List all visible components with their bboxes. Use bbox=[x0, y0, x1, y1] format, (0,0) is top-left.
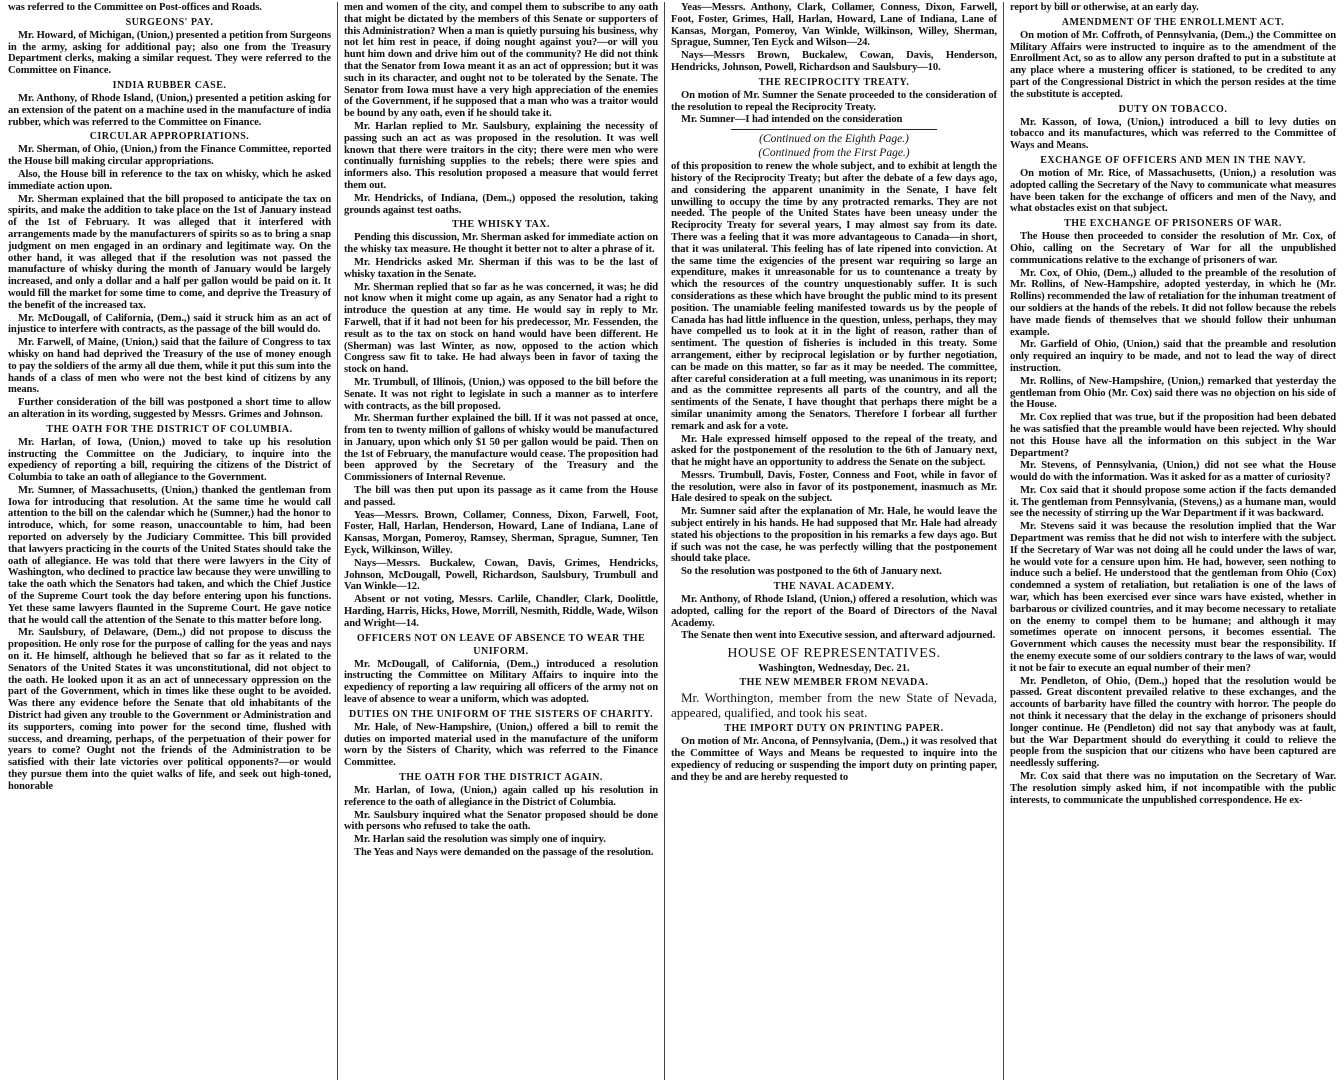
paragraph: Mr. Harlan said the resolution was simply one of inquiry. bbox=[354, 834, 606, 846]
column-container bbox=[2, 2, 1342, 1080]
paragraph: Mr. Sumner—I had intended on the consideration bbox=[681, 114, 903, 126]
paragraph: Mr. Saulsbury, of Delaware, (Dem.,) did not propose to discuss the proposition. He only rose for the purpose of calling for the yeas and nays on it. He himself, although he believed that so far as it related to the Senators of the United States it was unconstitutional, did not object to the oath. He looked upon it as an act of unnecessary oppression on the part of the Government, which in times like these ought to be avoided. Was there any evidence before the Senate that old inhabitants of the District had given any trouble to the Government or Administration and its supporters, coming into power for the second time, flushed with success, and dreaming, perhaps, of the perpetuation of their power for years to come? Ought not the friends of the Administration to be satisfied with their late victories over political opponents?—or would they pursue them into the quiet walks of life, and seek out high-toned, honorable bbox=[8, 627, 331, 792]
section-heading: THE OATH FOR THE DISTRICT OF COLUMBIA. bbox=[46, 423, 293, 435]
paragraph: On motion of Mr. Coffroth, of Pennsylvania, (Dem.,) the Committee on Military Affairs were instructed to inquire as to the amendment of the Enrollment Act, so as to allow any person drafted to put in a substitute at any place where a mustering officer is stationed, to be credited to any part of the Congressional District in which the person resides at the time the substitute is accepted. bbox=[1010, 29, 1336, 100]
section-heading: EXCHANGE OF OFFICERS AND MEN IN THE NAVY. bbox=[1040, 154, 1306, 166]
house-heading: HOUSE OF REPRESENTATIVES. bbox=[727, 646, 941, 662]
paragraph: Mr. McDougall, of California, (Dem.,) introduced a resolution instructing the Committee on Military Affairs to inquire into the expediency of reporting a law requiring all officers of the army not on leave of absence to wear a uniform, which was adopted. bbox=[344, 658, 658, 706]
section-heading: THE EXCHANGE OF PRISONERS OF WAR. bbox=[1064, 218, 1282, 230]
paragraph: Mr. Kasson, of Iowa, (Union,) introduced a bill to levy duties on tobacco and its manufactures, which was referred to the Committee of Ways and Means. bbox=[1010, 116, 1336, 152]
section-heading: THE OATH FOR THE DISTRICT AGAIN. bbox=[399, 772, 603, 784]
paragraph: Yeas—Messrs. Brown, Collamer, Conness, Dixon, Farwell, Foot, Foster, Hall, Harlan, Henderson, Howard, Lane of Indiana, Lane of Kansas, Morgan, Pomeroy, Ramsey, Sherman, Sprague, Sumner, Ten Eyck, Wilkinson, Willey. bbox=[344, 509, 658, 557]
paragraph: Mr. Anthony, of Rhode Island, (Union,) presented a petition asking for an extension of the patent on a machine used in the manufacture of india rubber, which was referred to the Committee on Finance. bbox=[8, 92, 331, 128]
section-heading: SURGEONS' PAY. bbox=[125, 16, 214, 28]
paragraph: Mr. Trumbull, of Illinois, (Union,) was opposed to the bill before the Senate. It was not right to legislate in such a manner as to interfere with contracts, as the bill proposed. bbox=[344, 376, 658, 412]
paragraph: of this proposition to renew the whole subject, and to exhibit at length the history of the Reciprocity Treaty; but after the debate of a few days ago, and considering the apparent unanimity in the Senate, I have felt unwilling to occupy the time by any protracted remarks. They are not needed. The people of the United States have been uneasy under the Reciprocity Treaty for several years, I may almost say from its date. There was a feeling that it was more advantageous to Canada—in short, that it was unilateral. This feeling has of late ripened into conviction. At the same time the exigencies of the present war requiring so large an expenditure, makes it unreasonable for us to countenance a treaty by which the resources of the country unquestionably suffer. It is such considerations as these which have brought the public mind to its present position. The unamiable feeling manifested towards us by the people of Canada has had little influence in the question, unless, perhaps, they may have compelled us to look at it in the light of reason, rather than of sentiment. The question of fisheries is included in this treaty. Some arrangement, either by reciprocal legislation or by further negotiation, can be made on this matter, so far as it may be needed. The committee, after careful consideration at a full meeting, was unanimous in its report; and as the committee represents all parts of the country, and all the sentiments of the Senate, I have thought that perhaps there might be a similar unanimity among the Senators. Therefore I forbear all further remark and ask for a vote. bbox=[671, 161, 997, 432]
paragraph: So the resolution was postponed to the 6th of January next. bbox=[681, 566, 942, 578]
paragraph: Mr. Hendricks, of Indiana, (Dem.,) opposed the resolution, taking grounds against test oaths. bbox=[344, 192, 658, 216]
section-heading: INDIA RUBBER CASE. bbox=[112, 79, 227, 91]
paragraph: Mr. Rollins, of New-Hampshire, (Union,) remarked that yesterday the gentleman from Ohio (Mr. Cox) said there was no objection on his side of the House. bbox=[1010, 375, 1336, 411]
column-2 bbox=[338, 2, 665, 1080]
section-heading: CIRCULAR APPROPRIATIONS. bbox=[89, 131, 250, 143]
section-rule bbox=[731, 129, 937, 130]
paragraph: Nays—Messrs Brown, Buckalew, Cowan, Davis, Henderson, Hendricks, Johnson, Powell, Richardson and Saulsbury—10. bbox=[671, 50, 997, 73]
paragraph: Mr. Stevens said it was because the resolution implied that the War Department was remiss that he did not wish to interfere with the subject. If the Secretary of War was not doing all he could under the laws of war, he would vote for a censure upon him. He had, however, seen nothing to induce such a belief. He understood that the gentleman from Ohio (Cox) condemned a system of retaliation, but retaliation is one of the laws of war, which has been exercised ever since wars have existed, whether in barbarous or civilized countries, and it may become necessary to retaliate on the enemy to compel them to be humane; and although it may sometimes operate on innocent persons, it becomes essential. The Government which causes the necessity must bear the responsibility. If the enemy execute some of our soldiers contrary to the laws of war, would it not be fair to execute an equal number of their men? bbox=[1010, 521, 1336, 674]
paragraph: Mr. Stevens, of Pennsylvania, (Union,) did not see what the House would do with the information. Was it asked for as a matter of curiosity? bbox=[1010, 460, 1336, 484]
paragraph: Mr. Sherman further explained the bill. If it was not passed at once, from ten to twenty million of gallons of whisky would be manufactured in January, upon which only $1 50 per gallon would be paid. Then on the 1st of February, the manufacture would cease. The proposition had been approved by the Secretary of the Treasury and the Commissioners of Internal Revenue. bbox=[344, 413, 658, 484]
paragraph: Messrs. Trumbull, Davis, Foster, Conness and Foot, while in favor of the resolution, were also in favor of its postponement, inasmuch as Mr. Hale desired to speak on the subject. bbox=[671, 469, 997, 505]
paragraph: Yeas—Messrs. Anthony, Clark, Collamer, Conness, Dixon, Farwell, Foot, Foster, Grimes, Hall, Harlan, Howard, Lane of Indiana, Lane of Kansas, Morgan, Pomeroy, Van Winkle, Wilkinson, Willey, Sherman, Sprague, Sumner, Ten Eyck and Wilson—24. bbox=[671, 2, 997, 49]
paragraph: Mr. Pendleton, of Ohio, (Dem.,) hoped that the resolution would be passed. Great discontent prevailed relative to these exchanges, and the accounts of barbarity have filled the country with horror. The people do not think it necessary that the delay in the exchange of prisoners should longer continue. He (Pendleton) did not say that anybody was at fault, but the War Department should do everything it could to relieve the people from the suspicion that our citizens who have been captured are needlessly suffering. bbox=[1010, 675, 1336, 770]
paragraph: was referred to the Committee on Post-offices and Roads. bbox=[8, 2, 262, 13]
paragraph: Nays—Messrs. Buckalew, Cowan, Davis, Grimes, Hendricks, Johnson, McDougall, Powell, Richardson, Saulsbury, Trumbull and Van Winkle—12. bbox=[344, 557, 658, 593]
paragraph: Mr. Harlan, of Iowa, (Union,) moved to take up his resolution instructing the Committee on the Judiciary, to inquire into the expediency of reporting a bill, requiring the citizens of the District of Columbia to take an oath of allegiance to the Government. bbox=[8, 436, 331, 484]
section-heading: THE NAVAL ACADEMY. bbox=[773, 581, 895, 593]
section-heading: THE IMPORT DUTY ON PRINTING PAPER. bbox=[724, 723, 944, 735]
paragraph: Mr. Anthony, of Rhode Island, (Union,) offered a resolution, which was adopted, calling for the report of the Board of Directors of the Naval Academy. bbox=[671, 594, 997, 629]
continuation-note: (Continued on the Eighth Page.) bbox=[759, 133, 909, 146]
paragraph: Mr. Sherman explained that the bill proposed to anticipate the tax on spirits, and make the addition to take place on the 1st of January instead of the 1st of February. It was alleged that it interfered with arrangements made by the manufacturers of spirits so as to bring a snap judgment on men engaged in an ordinary and legitimate way. On the other hand, it was alleged that if the resolution was not passed the manufacture of whisky during the month of January would be largely increased, and only a dollar and a half per gallon would be paid on it. It would fill the market for some time to come, and deprive the Treasury of the benefit of the increased tax. bbox=[8, 193, 331, 311]
continuation-note: (Continued from the First Page.) bbox=[758, 147, 910, 160]
paragraph: Pending this discussion, Mr. Sherman asked for immediate action on the whisky tax measure. He thought it better not to alter a phrase of it. bbox=[344, 232, 658, 256]
section-heading: THE RECIPROCITY TREATY. bbox=[758, 76, 910, 88]
section-heading: THE WHISKY TAX. bbox=[452, 219, 550, 231]
paragraph: Mr. Harlan, of Iowa, (Union,) again called up his resolution in reference to the oath of allegiance in the District of Columbia. bbox=[344, 785, 658, 808]
paragraph: Mr. Sumner said after the explanation of Mr. Hale, he would leave the subject entirely in his hands. He had supposed that Mr. Hale had already stated his objections to the proposition in his remarks a few days ago. But if such was not the case, he was perfectly willing that the postponement should take place. bbox=[671, 506, 997, 565]
section-heading: AMENDMENT OF THE ENROLLMENT ACT. bbox=[1061, 16, 1285, 28]
paragraph: Mr. Farwell, of Maine, (Union,) said that the failure of Congress to tax whisky on hand had deprived the Treasury of the use of money enough to pay the soldiers of the army all due them, while it put this sum into the hands of a class of men who were not the best kind of citizens by any means. bbox=[8, 337, 331, 396]
paragraph: Mr. Cox, of Ohio, (Dem.,) alluded to the preamble of the resolution of Mr. Rollins, of New-Hampshire, adopted yesterday, in which he (Mr. Rollins) recommended the law of retaliation for the inhuman treatment of our soldiers at the hands of the rebels. It did not follow because the rebels have made fiends of themselves that we should follow their unhuman example. bbox=[1010, 267, 1336, 338]
paragraph: On motion of Mr. Ancona, of Pennsylvania, (Dem.,) it was resolved that the Committee of Ways and Means be requested to inquire into the expediency of reducing or suspending the import duty on printing paper, and they be and are hereby requested to bbox=[671, 736, 997, 783]
section-heading: DUTIES ON THE UNIFORM OF THE SISTERS OF CHARITY. bbox=[349, 708, 653, 720]
section-heading: DUTY ON TOBACCO. bbox=[1118, 103, 1228, 115]
paragraph: Mr. Harlan replied to Mr. Saulsbury, explaining the necessity of passing such an act as was proposed in the resolution. It was well known that there were traitors in the city; there were men who were continually furnishing supplies to the rebels; there were spies and informers also. This resolution proposed a measure that would ferret them out. bbox=[344, 120, 658, 191]
paragraph: Mr. Cox said that there was no imputation on the Secretary of War. The resolution simply asked him, if not incompatible with the public interests, to communicate the unpublished correspondence. He ex- bbox=[1010, 771, 1336, 806]
paragraph: The Yeas and Nays were demanded on the passage of the resolution. bbox=[354, 847, 654, 858]
dateline: Washington, Wednesday, Dec. 21. bbox=[758, 663, 910, 675]
paragraph: men and women of the city, and compel them to subscribe to any oath that might be dictated by the members of this Senate or supporters of this Administration? When a man is quietly pursuing his business, why not let him rest in peace, if doing nought against you?—or will you hunt him down and drive him out of the community? He did not think that the Senator from Iowa meant it as an act of oppression; but it was such in its character, and ought not to be tolerated by the Senate. The Senator from Iowa must have a very high appreciation of the enemies of the Government, if he supposed that a man who was a traitor would be bound by any oath, even if he should take it. bbox=[344, 2, 658, 120]
paragraph: Absent or not voting, Messrs. Carlile, Chandler, Clark, Doolittle, Harding, Harris, Hicks, Howe, Morrill, Nesmith, Riddle, Wade, Wilson and Wright—14. bbox=[344, 594, 658, 629]
paragraph: Mr. Saulsbury inquired what the Senator proposed should be done with persons who refused to take the oath. bbox=[344, 809, 658, 833]
section-heading: OFFICERS NOT ON LEAVE OF ABSENCE TO WEAR THE UNIFORM. bbox=[356, 632, 646, 657]
paragraph: The House then proceeded to consider the resolution of Mr. Cox, of Ohio, calling on the Secretary of War for all the unpublished communications relative to the exchange of prisoners of war. bbox=[1010, 231, 1336, 266]
section-heading: THE NEW MEMBER FROM NEVADA. bbox=[739, 677, 929, 689]
paragraph: Mr. McDougall, of California, (Dem.,) said it struck him as an act of injustice to interfere with contracts, as the passage of the bill would do. bbox=[8, 312, 331, 336]
paragraph: On motion of Mr. Rice, of Massachusetts, (Union,) a resolution was adopted calling the Secretary of the Navy to communicate what measures have been taken for the exchange of officers and men of the Navy, and what obstacles exist on that subject. bbox=[1010, 167, 1336, 215]
paragraph: The bill was then put upon its passage as it came from the House and passed. bbox=[344, 485, 658, 508]
paragraph: Mr. Cox said that it should propose some action if the facts demanded it. The gentleman from Pennsylvania, (Stevens,) as a humane man, would see the necessity of stirring up the War Department if it was backward. bbox=[1010, 484, 1336, 520]
paragraph: Mr. Garfield of Ohio, (Union,) said that the preamble and resolution only required an inquiry to be made, and not to lead the way of direct instruction. bbox=[1010, 339, 1336, 374]
paragraph: Mr. Cox replied that was true, but if the proposition had been debated he was satisfied that the preamble would have been rejected. Why should not this House have all the information on this subject in the War Department? bbox=[1010, 412, 1336, 459]
paragraph: Mr. Worthington, member from the new State of Nevada, appeared, qualified, and took his seat. bbox=[671, 690, 997, 721]
paragraph: Mr. Hendricks asked Mr. Sherman if this was to be the last of whisky taxation in the Senate. bbox=[344, 256, 658, 280]
paragraph: Further consideration of the bill was postponed a short time to allow an alteration in its wording, suggested by Messrs. Grimes and Johnson. bbox=[8, 397, 331, 420]
paragraph: Mr. Howard, of Michigan, (Union,) presented a petition from Surgeons in the army, asking for additional pay; also one from the Treasury Department clerks, making a similar request. They were referred to the Committee on Finance. bbox=[8, 29, 331, 77]
paragraph: Mr. Sumner, of Massachusetts, (Union,) thanked the gentleman from Iowa for introducing that resolution. At the same time he would call attention to the bill on the calendar which he (Sumner,) had the honor to introduce, which, for some reason, unaccountable to him, had been reported on adversely by the Judiciary Committee. This bill provided that lawyers practicing in the courts of the United States should take the oath of allegiance. He was told that there were lawyers in the City of Washington, who declined to practice law because they were unwilling to take the oath which the Senators had taken, and which the Chief Justice of the Supreme Court took the day before entering upon his functions. Yet these same lawyers flaunted in the Supreme Court. He gave notice that he would call the attention of the Senate to this matter before long. bbox=[8, 484, 331, 626]
paragraph: Mr. Hale expressed himself opposed to the repeal of the treaty, and asked for the postponement of the resolution to the 6th of January next, that he might have an opportunity to address the Senate on the subject. bbox=[671, 433, 997, 469]
paragraph: Mr. Hale, of New-Hampshire, (Union,) offered a bill to remit the duties on imported material used in the manufacture of the uniform worn by the Sisters of Charity, which was referred to the Finance Committee. bbox=[344, 721, 658, 769]
column-3 bbox=[665, 2, 1004, 1080]
column-4 bbox=[1004, 2, 1342, 1080]
paragraph: Mr. Sherman replied that so far as he was concerned, it was; he did not know when it might come up again, as any Senator had a right to introduce the question at any time. He would say in reply to Mr. Farwell, that if it had not been for his predecessor, Mr. Fessenden, the result as to the tax on stock on hand would have been different. He (Sherman) was last Winter, as now, opposed to the action which Congress saw fit to take. He had always been in favor of taxing the stock on hand. bbox=[344, 281, 658, 376]
paragraph: Also, the House bill in reference to the tax on whisky, which he asked immediate action upon. bbox=[8, 168, 331, 192]
paragraph: report by bill or otherwise, at an early day. bbox=[1010, 2, 1199, 13]
paragraph: On motion of Mr. Sumner the Senate proceeded to the consideration of the resolution to repeal the Reciprocity Treaty. bbox=[671, 89, 997, 113]
column-1 bbox=[2, 2, 338, 1080]
paragraph: Mr. Sherman, of Ohio, (Union,) from the Finance Committee, reported the House bill making circular appropriations. bbox=[8, 144, 331, 168]
paragraph: The Senate then went into Executive session, and afterward adjourned. bbox=[681, 630, 996, 642]
